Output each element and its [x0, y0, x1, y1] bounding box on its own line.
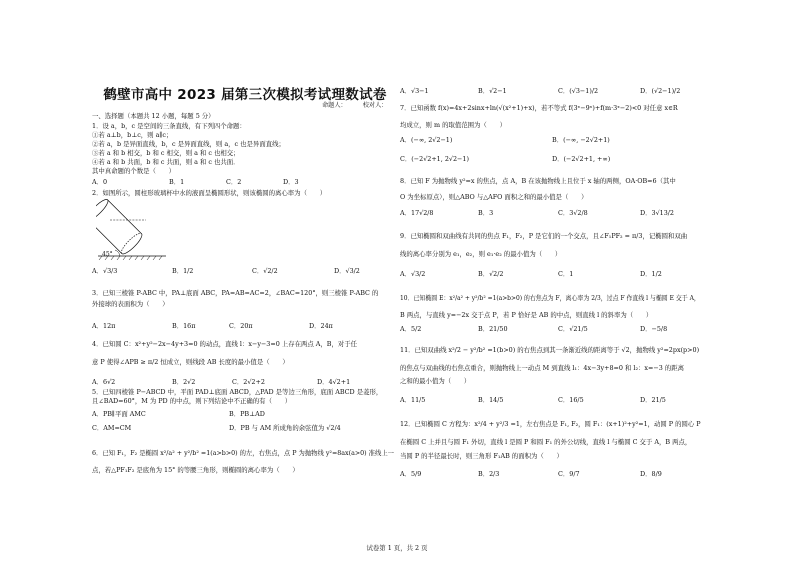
angle-label: 45° — [102, 251, 113, 258]
q5-stem: 且∠BAD=60°，M 为 PD 的中点，则下列结论中不正确的有（ ） — [92, 397, 292, 405]
q5-stem: 5．已知四棱锥 P−ABCD 中，平面 PAD⊥底面 ABCD，△PAD 是等边三角形，底面 ABCD 是菱形， — [92, 388, 383, 396]
option-a: A．(−∞, 2√2−1) — [400, 136, 453, 144]
q11-stem: 之和的最小值为（ ） — [400, 377, 471, 385]
q7-stem: 7．已知函数 f(x)=4x+2sinx+ln(√(x²+1)+x)，若不等式 f(3ˣ−9ˣ)+f(m·3ˣ−2)<0 对任意 x∈R — [400, 104, 678, 112]
option-a: A．5/2 — [400, 325, 422, 333]
option-b: B．16π — [172, 322, 196, 330]
q6-options — [400, 87, 680, 95]
q6-stem: 点，若△PF₁F₂ 是底角为 15° 的等腰三角形，则椭圆的离心率为（ ） — [92, 466, 299, 474]
option-a: A．17√2/8 — [400, 209, 434, 217]
q12-options — [400, 470, 662, 478]
q2-stem: 2．如图所示，圆柱形玻璃杯中水的液面呈椭圆形状，则该椭圆的离心率为（ ） — [92, 189, 327, 197]
option-d: D．24π — [309, 322, 333, 330]
q4-options — [92, 378, 350, 386]
option-b: B．14/5 — [478, 396, 504, 404]
option-a: A．5/9 — [400, 470, 422, 478]
option-a: A．0 — [92, 178, 108, 186]
option-d: D．(−2√2+1, +∞) — [552, 155, 611, 163]
option-c: C．2√2+2 — [232, 378, 265, 386]
page-footer: 试卷第 1 页，共 2 页 — [366, 544, 428, 552]
q3-stem: 3．已知三棱锥 P-ABC 中，PA⊥底面 ABC，PA=AB=AC=2，∠BAC=120°，则三棱锥 P-ABC 的 — [92, 289, 379, 297]
q1-item: ①若 a⊥b，b⊥c，则 a∥c； — [92, 131, 173, 139]
option-a: A．√3/3 — [92, 267, 118, 275]
option-d: D．√3/2 — [334, 267, 360, 275]
option-c: C．20π — [229, 322, 253, 330]
option-c: C．(√3−1)/2 — [558, 87, 599, 95]
option-d: D．−5/8 — [640, 325, 668, 333]
q3-options — [92, 322, 333, 330]
option-d: D．3√13/2 — [640, 209, 675, 217]
q12-stem: 在椭圆 C 上并且与圆 F₁ 外切，直线 l 是圆 P 和圆 F₁ 的外公切线，直线 l 与椭圆 C 交于 A，B 两点， — [400, 438, 692, 446]
option-c: C．(−2√2+1, 2√2−1) — [400, 155, 469, 163]
q12-stem: 当圆 P 的半径最长时，则三角形 F₁AB 的面积为（ ） — [400, 452, 563, 460]
option-d: D．1/2 — [640, 270, 662, 278]
q10-stem: B 两点，与直线 y=−2x 交于点 P，若 P 恰好是 AB 的中点，则直线 l 的斜率为（ ） — [400, 311, 653, 319]
q5-options — [92, 410, 265, 418]
q11-options — [400, 396, 666, 404]
q4-stem: 意 P 使得∠APB ≥ π/2 恒成立，则线段 AB 长度的最小值是（ ） — [92, 358, 289, 366]
page-title: 鹤壁市高中 2023 届第三次模拟考试理数试卷 — [103, 87, 387, 103]
option-b: B．21/50 — [478, 325, 508, 333]
q8-stem: 8．已知 F 为抛物线 y²=x 的焦点，点 A，B 在该抛物线上且位于 x 轴的两侧，OA·OB=6（其中 — [400, 177, 676, 185]
q7-options — [400, 136, 610, 144]
option-a: A．6√2 — [92, 378, 116, 386]
q7-options — [400, 155, 610, 163]
option-b: B．2√2 — [172, 378, 196, 386]
option-b: B．2/3 — [478, 470, 500, 478]
option-c: C．9/7 — [558, 470, 580, 478]
option-c: C．√21/5 — [558, 325, 588, 333]
q9-options — [400, 270, 662, 278]
option-b: B．√2/2 — [478, 270, 504, 278]
q11-stem: 11．已知双曲线 x²/2 − y²/b² =1(b>0) 的右焦点到其一条渐近线的距离等于 √2，抛物线 y²=2px(p>0) — [400, 346, 700, 354]
option-c: C．1 — [558, 270, 574, 278]
q4-stem: 4．已知圆 C：x²+y²−2x−4y+3=0 的动点，直线 l：x−y−3=0 上存在两点 A，B，对于任 — [92, 340, 358, 348]
q9-stem: 线的离心率分别为 e₁，e₂，则 e₁·e₂ 的最小值为（ ） — [400, 250, 562, 258]
option-b: B．1/2 — [172, 267, 194, 275]
option-c: C．2 — [226, 178, 242, 186]
q1-ask: 其中真命题的个数是（ ） — [92, 167, 176, 175]
option-a: A．PB∥平面 AMC — [92, 410, 146, 418]
q8-options — [400, 209, 674, 217]
q3-stem: 外接球的表面积为（ ） — [92, 300, 169, 308]
option-d: D．PB 与 AM 所成角的余弦值为 √2/4 — [229, 424, 341, 432]
q10-stem: 10．已知椭圆 E：x²/a² + y²/b² =1(a>b>0) 的右焦点为 F，离心率为 2/3，过点 F 作直线 l 与椭圆 E 交于 A， — [400, 294, 700, 302]
q1-stem: 1．设 a，b，c 是空间的三条直线，有下列四个命题： — [92, 122, 246, 130]
option-d: D．3 — [283, 178, 299, 186]
option-b: B．1 — [169, 178, 185, 186]
q1-item: ④若 a 和 b 共面，b 和 c 共面，则 a 和 c 也共面． — [92, 158, 240, 166]
reviewer-label: 校对人： — [362, 102, 388, 109]
option-c: C．AM=CM — [92, 424, 132, 432]
q1-options — [92, 178, 299, 186]
q8-stem: O 为坐标原点），则△ABO 与△AFO 面积之和的最小值是（ ） — [400, 193, 588, 201]
option-d: D．8/9 — [640, 470, 662, 478]
option-d: D．21/5 — [640, 396, 666, 404]
q11-stem: 的焦点与双曲线的右焦点重合，则抛物线上一动点 M 到直线 l₁：4x−3y+8=0 和 l₂：x=−3 的距离 — [400, 364, 684, 372]
option-a: A．11/5 — [400, 396, 426, 404]
option-c: C．3√2/8 — [558, 209, 588, 217]
option-a: A．√3/2 — [400, 270, 426, 278]
q1-item: ③若 a 和 b 相交，b 和 c 相交，则 a 和 c 也相交； — [92, 149, 240, 157]
q7-stem: 均成立，则 m 的取值范围为（ ） — [400, 121, 506, 129]
option-b: B．PB⊥AD — [229, 410, 265, 418]
q1-item: ②若 a，b 是异面直线，b，c 是异面直线，则 a，c 也是异面直线； — [92, 140, 285, 148]
q5-options — [92, 424, 341, 432]
option-c: C．16/5 — [558, 396, 584, 404]
option-d: D．4√2+1 — [317, 378, 351, 386]
q2-options — [92, 267, 360, 275]
option-a: A．12π — [92, 322, 116, 330]
section-heading: 一、选择题（本题共 12 小题，每题 5 分） — [92, 112, 215, 120]
option-a: A．√3−1 — [400, 87, 429, 95]
q10-options — [400, 325, 667, 333]
option-d: D．(√2−1)/2 — [640, 87, 681, 95]
q12-stem: 12．已知椭圆 C 方程为：x²/4 + y²/3 =1，左右焦点是 F₁, F₂，圆 F₁：(x+1)²+y²=1，动圆 P 的圆心 P — [400, 420, 701, 428]
option-b: B．√2−1 — [478, 87, 507, 95]
q6-stem: 6．已知 F₁，F₂ 是椭圆 x²/a² + y²/b² =1(a>b>0) 的左，右焦点，点 P 为抛物线 y²=8ax(a>0) 准线上一 — [92, 449, 394, 457]
option-c: C．√2/2 — [252, 267, 278, 275]
exam-meta — [322, 100, 387, 109]
q9-stem: 9．已知椭圆和双曲线有共同的焦点 F₁，F₂，P 是它们的一个交点，且∠F₁PF₂ = π/3，记椭圆和双曲 — [400, 232, 688, 240]
option-b: B．(−∞, −2√2+1) — [552, 136, 610, 144]
option-b: B．3 — [478, 209, 494, 217]
author-label: 命题人： — [322, 102, 347, 109]
